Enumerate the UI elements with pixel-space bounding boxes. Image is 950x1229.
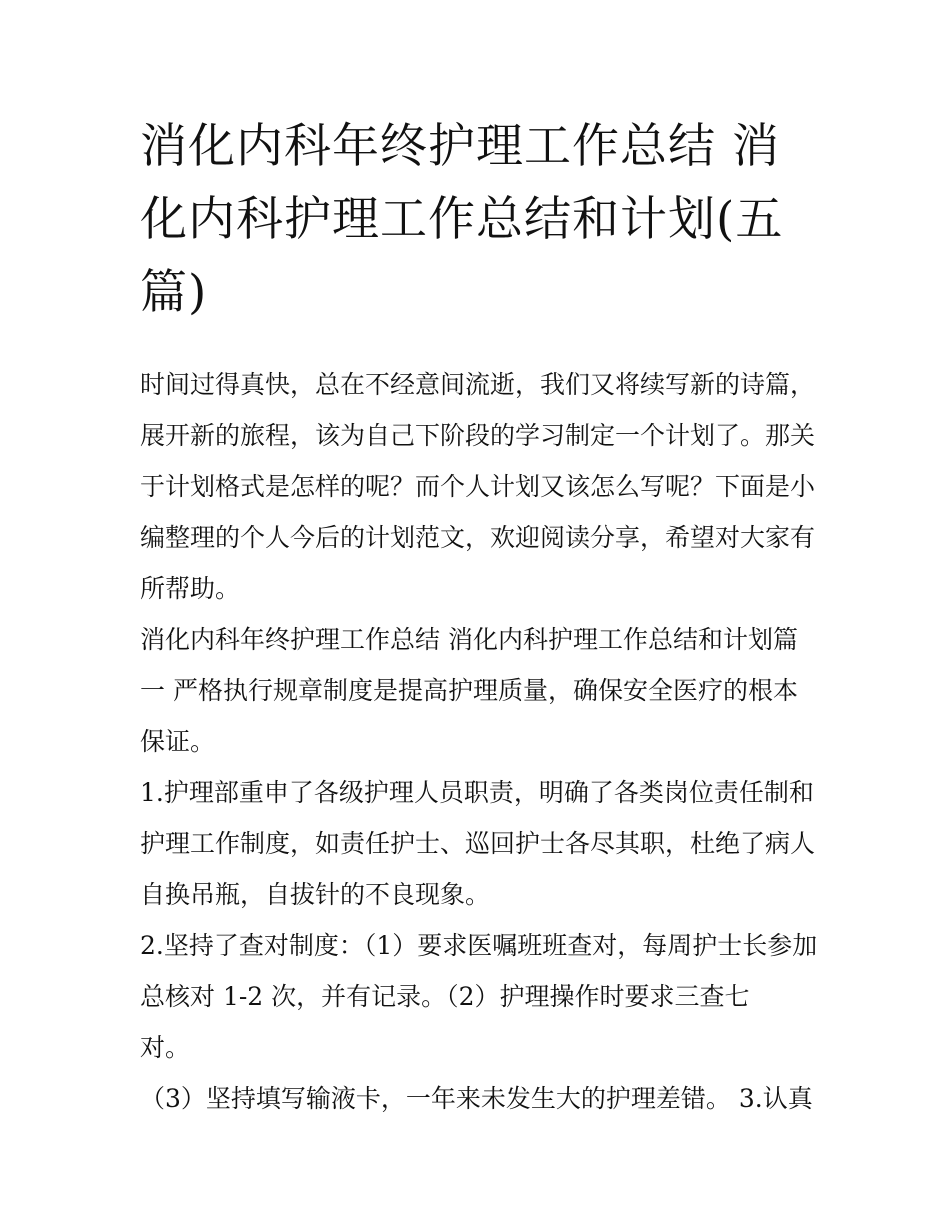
item-1-paragraph: 1.护理部重申了各级护理人员职责，明确了各类岗位责任制和护理工作制度，如责任护士、巡回护士各尽其职，杜绝了病人自换吊瓶，自拔针的不良现象。 [140,778,816,909]
document-body [140,110,820,1124]
section-heading-paragraph: 消化内科年终护理工作总结 消化内科护理工作总结和计划篇一 严格执行规章制度是提高护理质量，确保安全医疗的根本保证。 [140,625,798,756]
intro-paragraph: 时间过得真快，总在不经意间流逝，我们又将续写新的诗篇，展开新的旅程，该为自己下阶段的学习制定一个计划了。那关于计划格式是怎样的呢？而个人计划又该怎么写呢？下面是小编整理的个人今后的计划范文，欢迎阅读分享，希望对大家有所帮助。 [140,370,816,603]
item-2-line-1: 2.坚持了查对制度：（1）要求医嘱班班查对，每周护士长参加总核对 1-2 次，并有记录。（2）护理操作时要求三查七 [140,931,818,1011]
item-3-paragraph: （3）坚持填写输液卡，一年来未发生大的护理差错。 3.认真 [140,1084,813,1113]
item-2-line-2: 对。 [140,1033,191,1062]
document-title: 消化内科年终护理工作总结 消化内科护理工作总结和计划(五篇) [140,119,784,320]
item-2-paragraph [140,920,820,1073]
